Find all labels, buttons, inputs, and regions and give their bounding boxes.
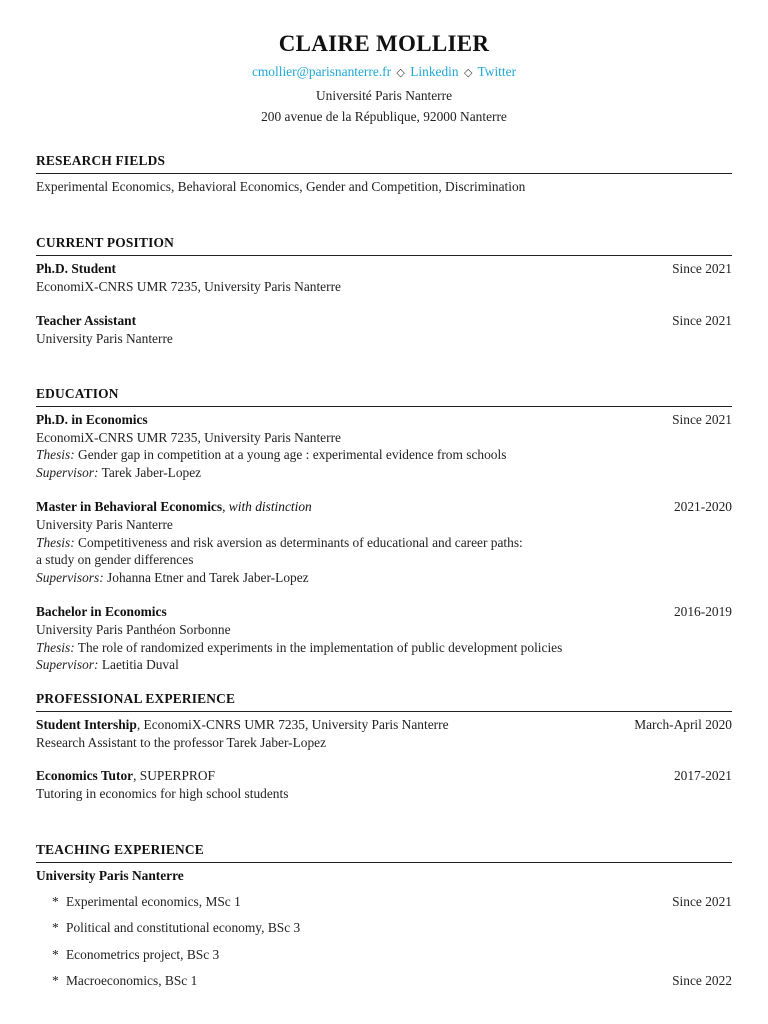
course-item bbox=[36, 946, 732, 964]
supervisor-label: Supervisors: bbox=[36, 569, 104, 585]
entry-title: Bachelor in Economics bbox=[36, 604, 167, 620]
thesis-label: Thesis: bbox=[36, 639, 75, 655]
thesis-line bbox=[36, 446, 732, 464]
course-name: Econometrics project, BSc 3 bbox=[66, 946, 220, 962]
supervisor-line bbox=[36, 464, 732, 482]
section-divider bbox=[36, 406, 732, 407]
bullet-icon: * bbox=[52, 893, 59, 909]
diamond-separator-icon: ◇ bbox=[463, 67, 473, 79]
thesis-label: Thesis: bbox=[36, 534, 75, 550]
person-name: CLAIRE MOLLIER bbox=[278, 31, 490, 56]
section-research-fields bbox=[36, 152, 732, 196]
bullet-icon: * bbox=[52, 920, 59, 936]
contact-line bbox=[0, 63, 768, 83]
entry-affiliation: EconomiX-CNRS UMR 7235, University Paris Nanterre bbox=[36, 278, 341, 294]
entry-date: Since 2021 bbox=[672, 261, 732, 276]
section-title: PROFESSIONAL EXPERIENCE bbox=[36, 691, 236, 706]
thesis-title: Competitiveness and risk aversion as determinants of educational and career paths: bbox=[74, 534, 523, 550]
course-name: Macroeconomics, BSc 1 bbox=[66, 973, 198, 989]
position-entry bbox=[36, 260, 732, 295]
entry-title: Ph.D. Student bbox=[36, 261, 116, 276]
position-entry bbox=[36, 312, 732, 347]
course-item bbox=[36, 972, 732, 990]
section-divider bbox=[36, 862, 732, 863]
section-education bbox=[36, 385, 732, 674]
entry-date: Since 2021 bbox=[672, 313, 732, 329]
entry-affiliation: University Paris Nanterre bbox=[36, 516, 173, 532]
entry-description: Research Assistant to the professor Tarek Jaber-Lopez bbox=[36, 734, 327, 750]
thesis-title: The role of randomized experiments in the implementation of public development policies bbox=[74, 639, 563, 655]
education-entry bbox=[36, 411, 732, 481]
course-date: Since 2022 bbox=[672, 973, 732, 989]
experience-entry bbox=[36, 767, 732, 802]
entry-date: Since 2021 bbox=[672, 412, 732, 427]
section-teaching-experience bbox=[36, 841, 732, 990]
supervisor-label: Supervisor: bbox=[36, 464, 99, 480]
section-divider bbox=[36, 711, 732, 712]
entry-date: March-April 2020 bbox=[634, 717, 732, 732]
address: 200 avenue de la République, 92000 Nanterre bbox=[261, 109, 507, 125]
email-link[interactable]: cmollier@parisnanterre.fr bbox=[251, 64, 392, 79]
supervisor-label: Supervisor: bbox=[36, 657, 99, 673]
supervisor-name: Johanna Etner and Tarek Jaber-Lopez bbox=[103, 569, 309, 585]
experience-entry bbox=[36, 716, 732, 751]
linkedin-link[interactable]: Linkedin bbox=[410, 64, 459, 79]
supervisor-name: Laetitia Duval bbox=[98, 657, 179, 673]
thesis-line-continued: a study on gender differences bbox=[36, 552, 194, 568]
course-item bbox=[36, 893, 732, 911]
thesis-label: Thesis: bbox=[36, 447, 75, 463]
section-divider bbox=[36, 173, 732, 174]
bullet-icon: * bbox=[52, 946, 59, 962]
course-date: Since 2021 bbox=[672, 893, 732, 909]
section-title: CURRENT POSITION bbox=[36, 235, 175, 250]
section-divider bbox=[36, 255, 732, 256]
entry-date: 2021-2020 bbox=[673, 499, 732, 515]
entry-affiliation: EconomiX-CNRS UMR 7235, University Paris Nanterre bbox=[36, 429, 341, 445]
supervisor-line bbox=[36, 656, 732, 674]
course-item bbox=[36, 919, 732, 937]
diamond-separator-icon: ◇ bbox=[396, 67, 405, 79]
entry-title: Master in Behavioral Economics, with distinction bbox=[36, 499, 312, 515]
education-entry bbox=[36, 498, 732, 586]
supervisor-line bbox=[36, 569, 732, 587]
cv-header bbox=[0, 30, 768, 126]
entry-title: Teacher Assistant bbox=[36, 313, 137, 329]
bullet-icon: * bbox=[52, 973, 59, 989]
section-title: RESEARCH FIELDS bbox=[36, 153, 166, 168]
thesis-line bbox=[36, 639, 732, 657]
teaching-institution: University Paris Nanterre bbox=[36, 868, 184, 883]
institution: Université Paris Nanterre bbox=[315, 87, 453, 103]
course-name: Political and constitutional economy, BSc 3 bbox=[66, 920, 301, 936]
entry-title: Ph.D. in Economics bbox=[36, 412, 148, 427]
entry-date: 2017-2021 bbox=[673, 768, 732, 784]
distinction-note: with distinction bbox=[228, 499, 312, 515]
entry-title: Student Intership, EconomiX-CNRS UMR 7235, University Paris Nanterre bbox=[36, 717, 449, 732]
thesis-title: Gender gap in competition at a young age : experimental evidence from schools bbox=[74, 447, 507, 463]
entry-title: Economics Tutor, SUPERPROF bbox=[36, 768, 215, 784]
entry-affiliation: University Paris Panthéon Sorbonne bbox=[36, 621, 231, 637]
entry-description: Tutoring in economics for high school students bbox=[36, 785, 289, 801]
course-name: Experimental economics, MSc 1 bbox=[66, 893, 241, 909]
supervisor-name: Tarek Jaber-Lopez bbox=[98, 464, 202, 480]
section-current-position bbox=[36, 234, 732, 347]
thesis-line bbox=[36, 534, 732, 552]
section-title: TEACHING EXPERIENCE bbox=[36, 842, 204, 857]
entry-date: 2016-2019 bbox=[673, 604, 732, 620]
entry-affiliation: University Paris Nanterre bbox=[36, 330, 173, 346]
section-professional-experience bbox=[36, 690, 732, 802]
section-title: EDUCATION bbox=[36, 386, 119, 401]
research-fields-text: Experimental Economics, Behavioral Economics, Gender and Competition, Discrimination bbox=[36, 179, 526, 194]
education-entry bbox=[36, 603, 732, 673]
twitter-link[interactable]: Twitter bbox=[477, 64, 517, 79]
